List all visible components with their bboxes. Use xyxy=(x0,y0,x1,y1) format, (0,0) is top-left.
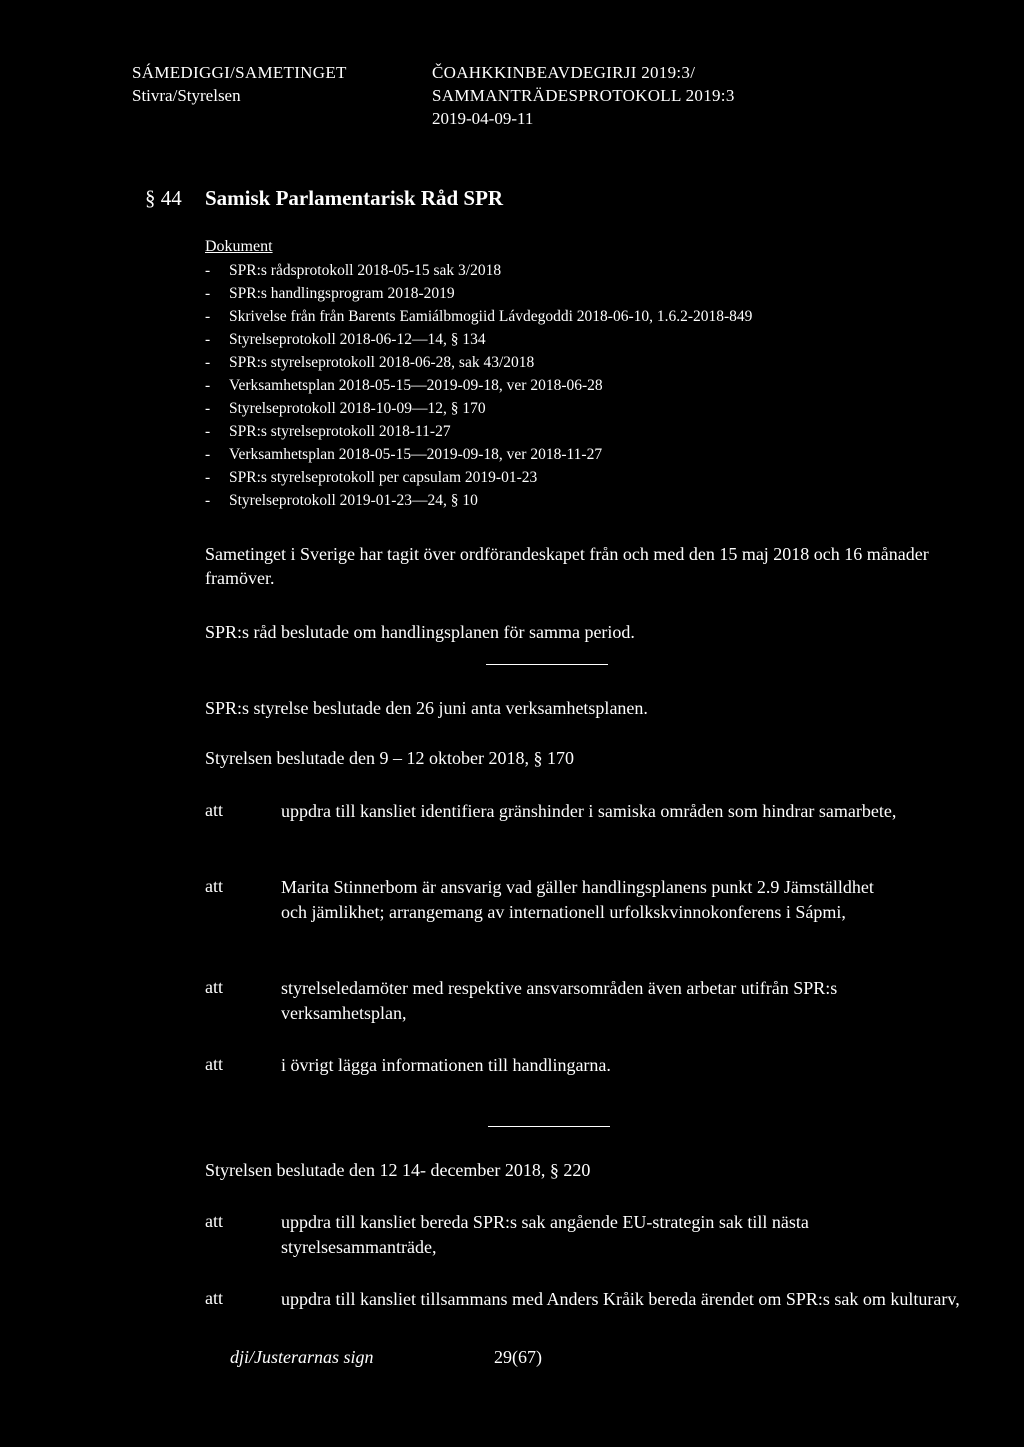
att-label: att xyxy=(205,1054,223,1074)
decision-text: uppdra till kansliet identifiera gränshinder i samiska områden som hindrar samarbete, xyxy=(281,801,897,821)
paragraph-ordforandeskap: Sametinget i Sverige har tagit över ordförandeskapet från och med den 15 maj 2018 och 16 månader framöver. xyxy=(205,544,929,588)
documents-list: - SPR:s rådsprotokoll 2018-05-15 sak 3/2018 - SPR:s handlingsprogram 2018-2019 - Skrivelse från från Barents Eamiálbmogiid Lávdegoddi 2018-06-10, 1.6.2-2018-849 - Styrelseprotokoll 2018-06-12—14, § 134 - SPR:s styrelseprotokoll 2018-06-28, sak 43/2018 - Verksamhetsplan 2018-05-15—2019-09-18, ver 2018-06-28 - Styrelseprotokoll 2018-10-09—12, § 170 - SPR:s styrelseprotokoll 2018-11-27 - Verksamhetsplan 2018-05-15—2019-09-18, ver 2018-11-27 - SPR:s styrelseprotokoll per capsulam 2019-01-23 - Styrelseprotokoll 2019-01-23—24, § 10 xyxy=(205,262,753,509)
decision-text: i övrigt lägga informationen till handlingarna. xyxy=(281,1055,611,1075)
decision-text: styrelseledamöter med respektive ansvarsområden även arbetar utifrån SPR:s verksamhetsplan, xyxy=(281,978,838,1023)
section-title: Samisk Parlamentarisk Råd SPR xyxy=(205,186,504,210)
footer-signature: dji/Justerarnas sign xyxy=(230,1347,374,1367)
decision-text: uppdra till kansliet bereda SPR:s sak angående EU-strategin sak till nästa styrelsesammanträde, xyxy=(281,1212,809,1257)
paragraph-styrelsen-december: Styrelsen beslutade den 12 14- december 2018, § 220 xyxy=(205,1160,591,1180)
att-label: att xyxy=(205,876,223,896)
header-protocol-title: ČOAHKKINBEAVDEGIRJI 2019:3/ xyxy=(432,63,696,82)
divider xyxy=(488,1126,610,1127)
att-label: att xyxy=(205,800,223,820)
header-org-name: SÁMEDIGGI/SAMETINGET xyxy=(132,63,347,82)
header-protocol-subtitle: SAMMANTRÄDESPROTOKOLL 2019:3 xyxy=(432,86,735,105)
paragraph-rad-beslut: SPR:s råd beslutade om handlingsplanen för samma period. xyxy=(205,622,635,642)
att-label: att xyxy=(205,1211,223,1231)
paragraph-styrelse-beslut: SPR:s styrelse beslutade den 26 juni anta verksamhetsplanen. xyxy=(205,698,648,718)
att-label: att xyxy=(205,977,223,997)
divider xyxy=(486,664,608,665)
documents-label: Dokument xyxy=(205,238,273,255)
section-heading xyxy=(145,186,645,214)
decision-text: Marita Stinnerbom är ansvarig vad gäller handlingsplanens punkt 2.9 Jämställdhet och jämlikhet; arrangemang av internationell urfolkskvinnokonferens i Sápmi, xyxy=(281,877,874,922)
decision-text: uppdra till kansliet tillsammans med Anders Kråik bereda ärendet om SPR:s sak om kulturarv, xyxy=(281,1289,960,1309)
section-number: § 44 xyxy=(145,186,182,210)
att-label: att xyxy=(205,1288,223,1308)
paragraph-styrelsen-oktober: Styrelsen beslutade den 9 – 12 oktober 2018, § 170 xyxy=(205,748,574,768)
header-org-sub: Stivra/Styrelsen xyxy=(132,86,241,105)
header-date: 2019-04-09-11 xyxy=(432,109,534,128)
footer-page-number: 29(67) xyxy=(494,1347,542,1367)
